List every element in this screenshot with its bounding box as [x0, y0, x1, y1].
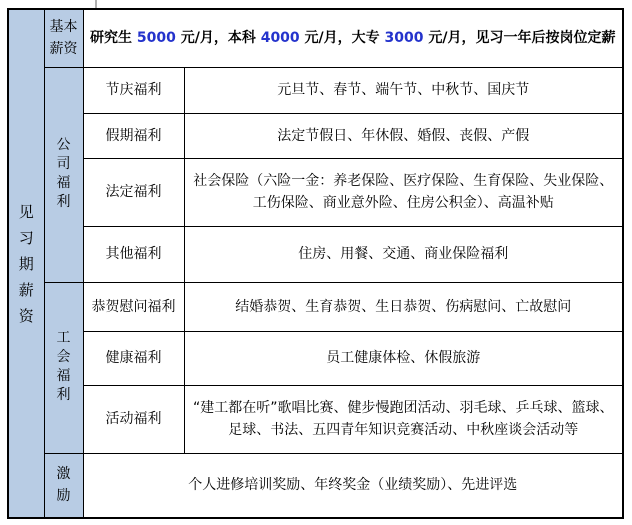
base-salary-detail-cell — [83, 9, 623, 67]
category-label: 健康福利 — [105, 350, 162, 366]
category-cell — [83, 282, 184, 331]
table-row — [8, 282, 623, 331]
table-row — [8, 453, 623, 518]
detail-cell — [184, 282, 623, 331]
incentive-label: 激励 — [56, 466, 71, 505]
salary-text: 研究生 — [89, 30, 137, 47]
salary-bachelor-amount: 4000 — [260, 30, 300, 47]
detail-cell — [184, 331, 623, 385]
detail-cell — [184, 67, 623, 113]
section-label-cell-union — [44, 282, 83, 453]
category-cell — [83, 331, 184, 385]
salary-grad-amount: 5000 — [136, 30, 176, 47]
salary-text: 元/月，大专 — [299, 30, 385, 47]
incentive-label-cell — [44, 453, 83, 518]
detail-cell — [184, 113, 623, 158]
table-row — [8, 67, 623, 113]
section-label-cell-company — [44, 67, 83, 282]
detail-cell — [184, 385, 623, 453]
group-label: 见习期薪资 — [18, 202, 34, 325]
detail-text: “建工都在听”歌唱比赛、健步慢跑团活动、羽毛球、乒乓球、篮球、足球、书法、五四青年知识竞赛活动、中秋座谈会活动等 — [192, 400, 614, 438]
benefits-table — [7, 8, 624, 519]
detail-text: 社会保险（六险一金：养老保险、医疗保险、生育保险、失业保险、工伤保险、商业意外险、住房公积金）、高温补贴 — [193, 173, 614, 211]
category-label: 恭贺慰问福利 — [91, 298, 176, 315]
salary-college-amount: 3000 — [384, 30, 424, 47]
detail-cell — [184, 158, 623, 226]
detail-text: 法定节假日、年休假、婚假、丧假、产假 — [277, 127, 530, 144]
detail-text: 元旦节、春节、端午节、中秋节、国庆节 — [277, 82, 530, 98]
category-label: 节庆福利 — [105, 82, 162, 98]
category-label: 假期福利 — [105, 127, 162, 144]
table-row — [8, 9, 623, 67]
section-label-company: 公司福利 — [56, 137, 71, 210]
base-salary-label: 基本薪资 — [49, 19, 78, 58]
category-cell — [83, 226, 184, 282]
category-cell — [83, 113, 184, 158]
detail-text: 住房、用餐、交通、商业保险福利 — [298, 246, 509, 262]
category-cell — [83, 67, 184, 113]
table-row — [8, 331, 623, 385]
category-label: 活动福利 — [105, 411, 162, 427]
table-row — [8, 158, 623, 226]
group-label-cell — [8, 9, 44, 518]
category-label: 法定福利 — [105, 184, 162, 200]
salary-text: 元/月，本科 — [175, 30, 261, 47]
detail-text: 结婚恭贺、生育恭贺、生日恭贺、伤病慰问、亡故慰问 — [235, 298, 572, 315]
incentive-detail-cell — [83, 453, 623, 518]
salary-text: 元/月，见习一年后按岗位定薪 — [423, 30, 616, 47]
table-row — [8, 113, 623, 158]
table-row — [8, 385, 623, 453]
detail-cell — [184, 226, 623, 282]
detail-text: 个人进修培训奖励、年终奖金（业绩奖励）、先进评选 — [188, 477, 518, 494]
category-cell — [83, 158, 184, 226]
category-cell — [83, 385, 184, 453]
base-salary-label-cell — [44, 9, 83, 67]
category-label: 其他福利 — [105, 246, 162, 262]
table-row — [8, 226, 623, 282]
detail-text: 员工健康体检、休假旅游 — [326, 350, 481, 366]
section-label-union: 工会福利 — [56, 330, 71, 403]
